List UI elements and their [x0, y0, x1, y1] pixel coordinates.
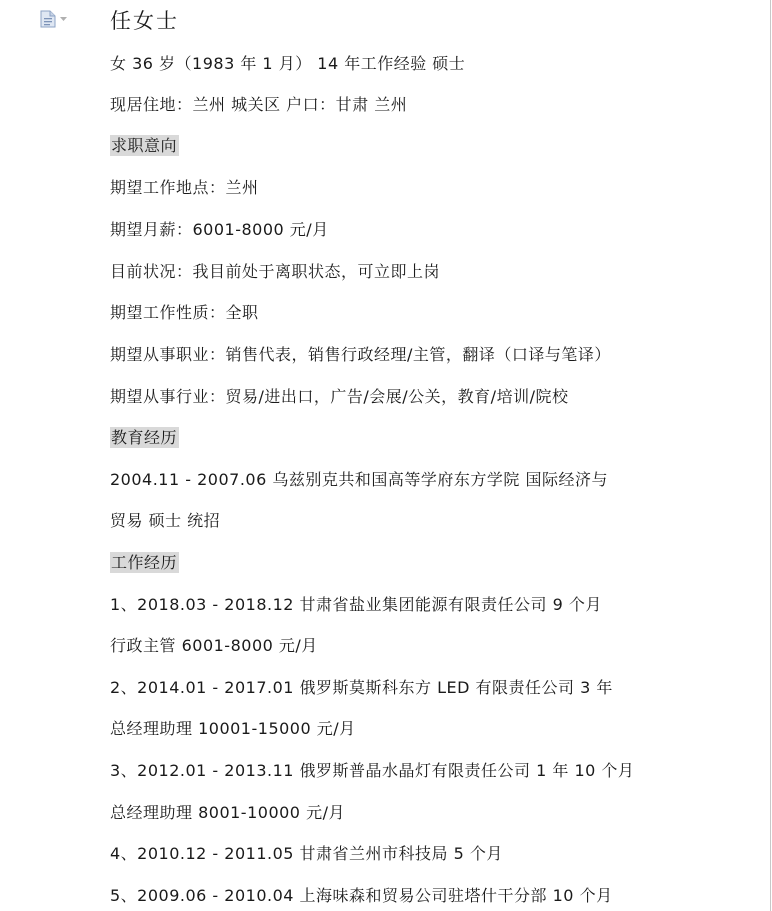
- expected-position: 期望从事职业：销售代表，销售行政经理/主管，翻译（口译与笔译）: [110, 345, 611, 364]
- residence-info: 现居住地：兰州 城关区 户口：甘肃 兰州: [110, 95, 408, 114]
- basic-info: 女 36 岁（1983 年 1 月） 14 年工作经验 硕士: [110, 54, 466, 73]
- work-item-1-detail: 行政主管 6001-8000 元/月: [110, 636, 318, 655]
- current-status: 目前状况：我目前处于离职状态，可立即上岗: [110, 262, 441, 281]
- work-item-3-detail: 总经理助理 8001-10000 元/月: [110, 803, 345, 822]
- candidate-name: 任女士: [110, 9, 179, 33]
- education-entry-continued: 贸易 硕士 统招: [110, 511, 221, 530]
- chevron-down-icon: [60, 17, 67, 22]
- document-menu-button[interactable]: [40, 10, 67, 28]
- expected-job-nature: 期望工作性质：全职: [110, 303, 259, 322]
- section-heading-job-intent: 求职意向: [111, 136, 178, 155]
- expected-location: 期望工作地点：兰州: [110, 178, 259, 197]
- education-entry: 2004.11 - 2007.06 乌兹别克共和国高等学府东方学院 国际经济与: [110, 470, 608, 489]
- work-item-2-head: 2、2014.01 - 2017.01 俄罗斯莫斯科东方 LED 有限责任公司 3 年: [110, 678, 613, 697]
- expected-industry: 期望从事行业：贸易/进出口，广告/会展/公关，教育/培训/院校: [110, 387, 569, 406]
- work-item-2-detail: 总经理助理 10001-15000 元/月: [110, 719, 356, 738]
- expected-salary: 期望月薪：6001-8000 元/月: [110, 220, 329, 239]
- work-item-3-head: 3、2012.01 - 2013.11 俄罗斯普晶水晶灯有限责任公司 1 年 10 个月: [110, 761, 635, 780]
- section-heading-work: 工作经历: [111, 553, 178, 572]
- work-item-5-head: 5、2009.06 - 2010.04 上海味森和贸易公司驻塔什干分部 10 个月: [110, 886, 613, 905]
- section-heading-education: 教育经历: [111, 428, 178, 447]
- work-item-4-head: 4、2010.12 - 2011.05 甘肃省兰州市科技局 5 个月: [110, 844, 503, 863]
- work-item-1-head: 1、2018.03 - 2018.12 甘肃省盐业集团能源有限责任公司 9 个月: [110, 595, 602, 614]
- document-icon: [40, 10, 56, 28]
